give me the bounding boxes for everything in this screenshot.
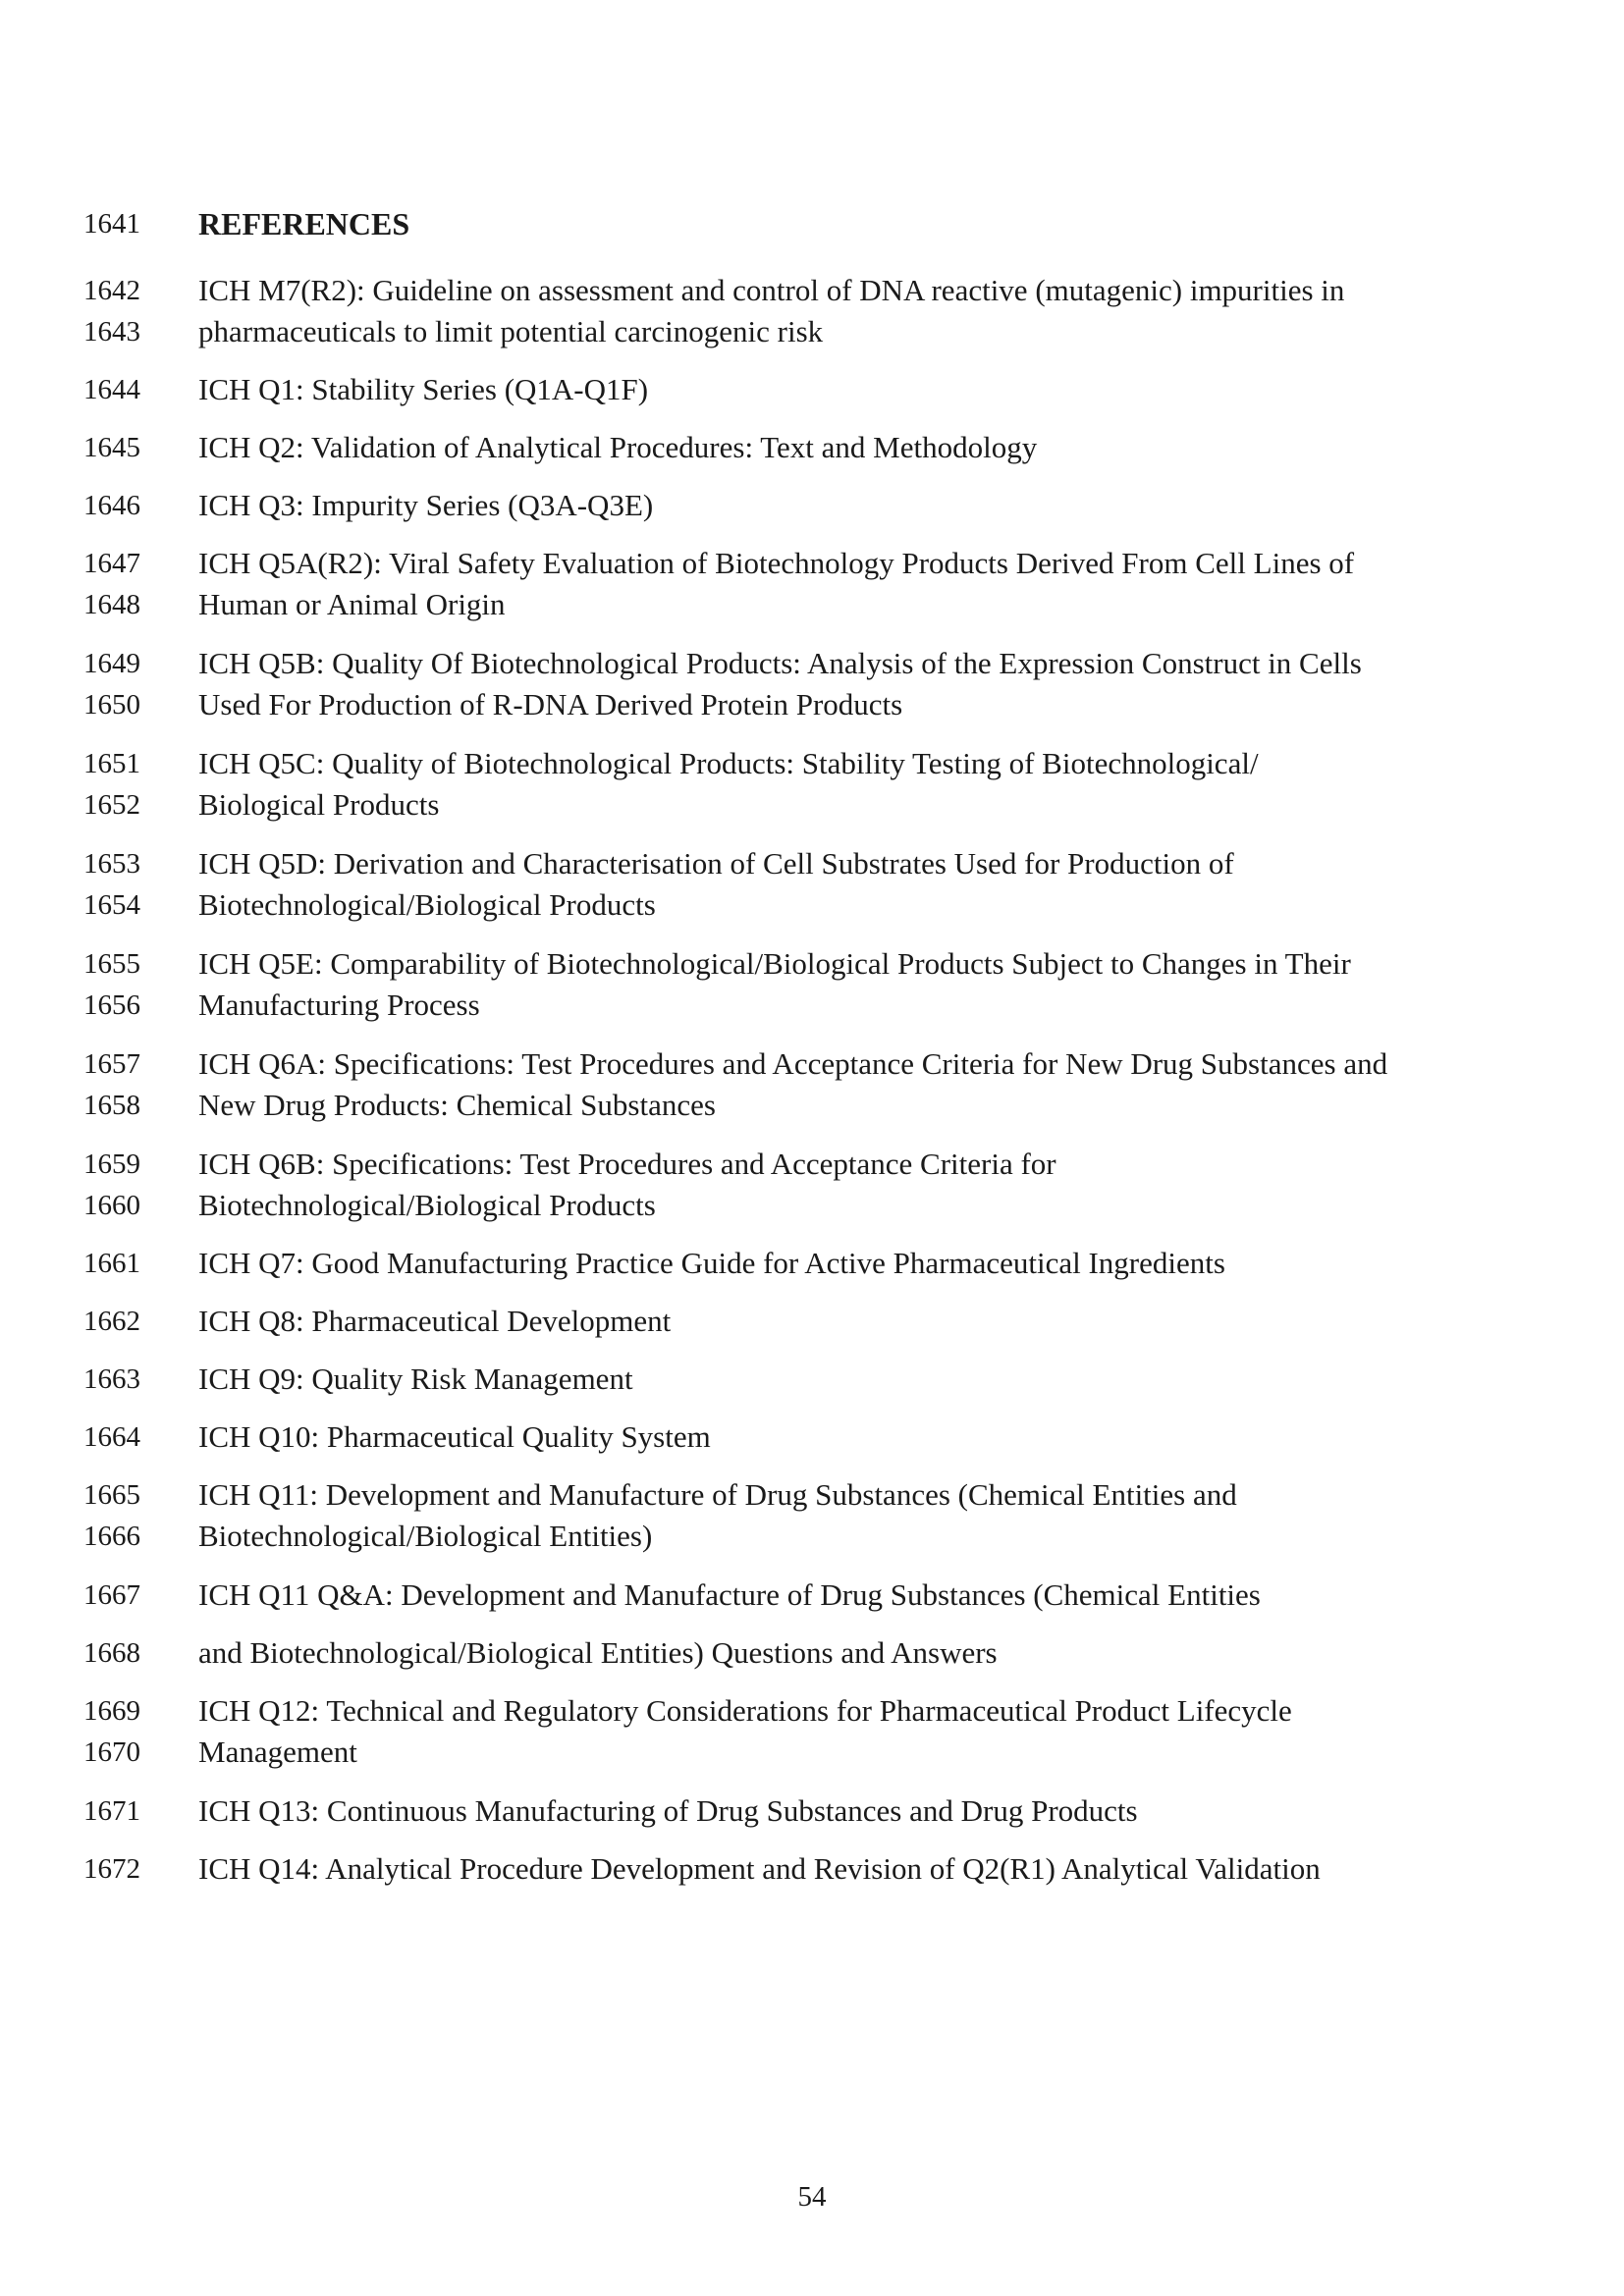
line-number: 1647 bbox=[83, 548, 140, 579]
reference-line bbox=[0, 942, 1624, 986]
reference-text: ICH Q5E: Comparability of Biotechnological/Biological Products Subject to Changes in Their bbox=[198, 946, 1351, 981]
reference-text: Human or Animal Origin bbox=[198, 587, 506, 621]
reference-line bbox=[0, 368, 1624, 411]
line-number: 1643 bbox=[83, 316, 140, 347]
reference-line bbox=[0, 1042, 1624, 1086]
reference-line bbox=[0, 1242, 1624, 1285]
reference-line bbox=[0, 1184, 1624, 1227]
line-number: 1649 bbox=[83, 648, 140, 679]
reference-text: Biological Products bbox=[198, 787, 440, 822]
heading-line bbox=[0, 202, 1624, 245]
reference-text: Biotechnological/Biological Entities) bbox=[198, 1519, 653, 1553]
line-number: 1645 bbox=[83, 432, 140, 463]
reference-line bbox=[0, 1631, 1624, 1675]
reference-text: ICH Q11 Q&A: Development and Manufacture of Drug Substances (Chemical Entities bbox=[198, 1577, 1261, 1612]
reference-line bbox=[0, 583, 1624, 626]
line-number: 1655 bbox=[83, 948, 140, 980]
reference-line bbox=[0, 1300, 1624, 1343]
line-number: 1664 bbox=[83, 1421, 140, 1453]
reference-line bbox=[0, 484, 1624, 527]
line-number: 1656 bbox=[83, 989, 140, 1021]
reference-line bbox=[0, 1143, 1624, 1186]
reference-text: Biotechnological/Biological Products bbox=[198, 887, 656, 922]
reference-line bbox=[0, 1515, 1624, 1558]
reference-line bbox=[0, 1574, 1624, 1617]
reference-text: ICH Q9: Quality Risk Management bbox=[198, 1362, 633, 1396]
line-number: 1659 bbox=[83, 1148, 140, 1180]
reference-line bbox=[0, 310, 1624, 353]
reference-line bbox=[0, 1847, 1624, 1891]
reference-line bbox=[0, 842, 1624, 885]
reference-text: ICH Q12: Technical and Regulatory Considerations for Pharmaceutical Product Lifecycle bbox=[198, 1693, 1292, 1728]
reference-text: ICH Q5B: Quality Of Biotechnological Products: Analysis of the Expression Construct in Cells bbox=[198, 646, 1362, 680]
reference-text: ICH Q5D: Derivation and Characterisation of Cell Substrates Used for Production of bbox=[198, 846, 1234, 881]
reference-text: Manufacturing Process bbox=[198, 988, 480, 1022]
reference-line bbox=[0, 1084, 1624, 1127]
reference-text: ICH Q7: Good Manufacturing Practice Guide for Active Pharmaceutical Ingredients bbox=[198, 1246, 1225, 1280]
line-number: 1662 bbox=[83, 1306, 140, 1337]
line-number: 1663 bbox=[83, 1363, 140, 1395]
line-number: 1660 bbox=[83, 1190, 140, 1221]
line-number: 1671 bbox=[83, 1795, 140, 1827]
line-number: 1667 bbox=[83, 1579, 140, 1611]
line-number: 1650 bbox=[83, 689, 140, 721]
reference-text: ICH Q5C: Quality of Biotechnological Products: Stability Testing of Biotechnological/ bbox=[198, 746, 1259, 780]
reference-text: ICH Q8: Pharmaceutical Development bbox=[198, 1304, 672, 1338]
reference-text: ICH Q6A: Specifications: Test Procedures and Acceptance Criteria for New Drug Substances and bbox=[198, 1046, 1388, 1081]
reference-text: Used For Production of R-DNA Derived Protein Products bbox=[198, 687, 903, 721]
line-number: 1641 bbox=[83, 208, 140, 240]
reference-line bbox=[0, 542, 1624, 585]
reference-text: Biotechnological/Biological Products bbox=[198, 1188, 656, 1222]
page-number: 54 bbox=[797, 2181, 827, 2213]
line-number: 1672 bbox=[83, 1853, 140, 1885]
line-number: 1657 bbox=[83, 1048, 140, 1080]
line-number: 1654 bbox=[83, 889, 140, 921]
line-number: 1658 bbox=[83, 1090, 140, 1121]
line-number: 1668 bbox=[83, 1637, 140, 1669]
reference-line bbox=[0, 984, 1624, 1027]
reference-text: New Drug Products: Chemical Substances bbox=[198, 1088, 716, 1122]
reference-line bbox=[0, 269, 1624, 312]
reference-text: ICH Q11: Development and Manufacture of Drug Substances (Chemical Entities and bbox=[198, 1477, 1237, 1512]
reference-line bbox=[0, 1689, 1624, 1733]
reference-text: pharmaceuticals to limit potential carcinogenic risk bbox=[198, 314, 824, 348]
reference-text: ICH Q14: Analytical Procedure Development and Revision of Q2(R1) Analytical Validation bbox=[198, 1851, 1321, 1886]
reference-line bbox=[0, 426, 1624, 469]
reference-text: and Biotechnological/Biological Entities) Questions and Answers bbox=[198, 1635, 998, 1670]
reference-text: ICH Q2: Validation of Analytical Procedures: Text and Methodology bbox=[198, 430, 1038, 464]
line-number: 1652 bbox=[83, 789, 140, 821]
reference-line bbox=[0, 1789, 1624, 1833]
line-number: 1644 bbox=[83, 374, 140, 405]
reference-text: ICH Q10: Pharmaceutical Quality System bbox=[198, 1419, 711, 1454]
reference-text: ICH Q13: Continuous Manufacturing of Drug Substances and Drug Products bbox=[198, 1793, 1138, 1828]
line-number: 1665 bbox=[83, 1479, 140, 1511]
line-number: 1666 bbox=[83, 1521, 140, 1552]
line-number: 1648 bbox=[83, 589, 140, 620]
line-number: 1646 bbox=[83, 490, 140, 521]
reference-line bbox=[0, 783, 1624, 827]
reference-text: ICH Q6B: Specifications: Test Procedures and Acceptance Criteria for bbox=[198, 1147, 1056, 1181]
line-number: 1670 bbox=[83, 1736, 140, 1768]
reference-line bbox=[0, 1473, 1624, 1517]
line-number: 1651 bbox=[83, 748, 140, 779]
reference-text: ICH Q1: Stability Series (Q1A-Q1F) bbox=[198, 372, 649, 406]
reference-line bbox=[0, 883, 1624, 927]
reference-line bbox=[0, 683, 1624, 726]
reference-text: ICH Q5A(R2): Viral Safety Evaluation of Biotechnology Products Derived From Cell Lines of bbox=[198, 546, 1355, 580]
line-number: 1661 bbox=[83, 1248, 140, 1279]
reference-line bbox=[0, 642, 1624, 685]
reference-line bbox=[0, 742, 1624, 785]
reference-line bbox=[0, 1415, 1624, 1459]
section-heading: REFERENCES bbox=[198, 206, 410, 241]
reference-text: ICH M7(R2): Guideline on assessment and control of DNA reactive (mutagenic) impurities in bbox=[198, 273, 1345, 307]
reference-text: ICH Q3: Impurity Series (Q3A-Q3E) bbox=[198, 488, 654, 522]
reference-text: Management bbox=[198, 1735, 357, 1769]
line-number: 1669 bbox=[83, 1695, 140, 1727]
reference-line bbox=[0, 1731, 1624, 1774]
reference-line bbox=[0, 1358, 1624, 1401]
line-number: 1653 bbox=[83, 848, 140, 880]
line-number: 1642 bbox=[83, 275, 140, 306]
